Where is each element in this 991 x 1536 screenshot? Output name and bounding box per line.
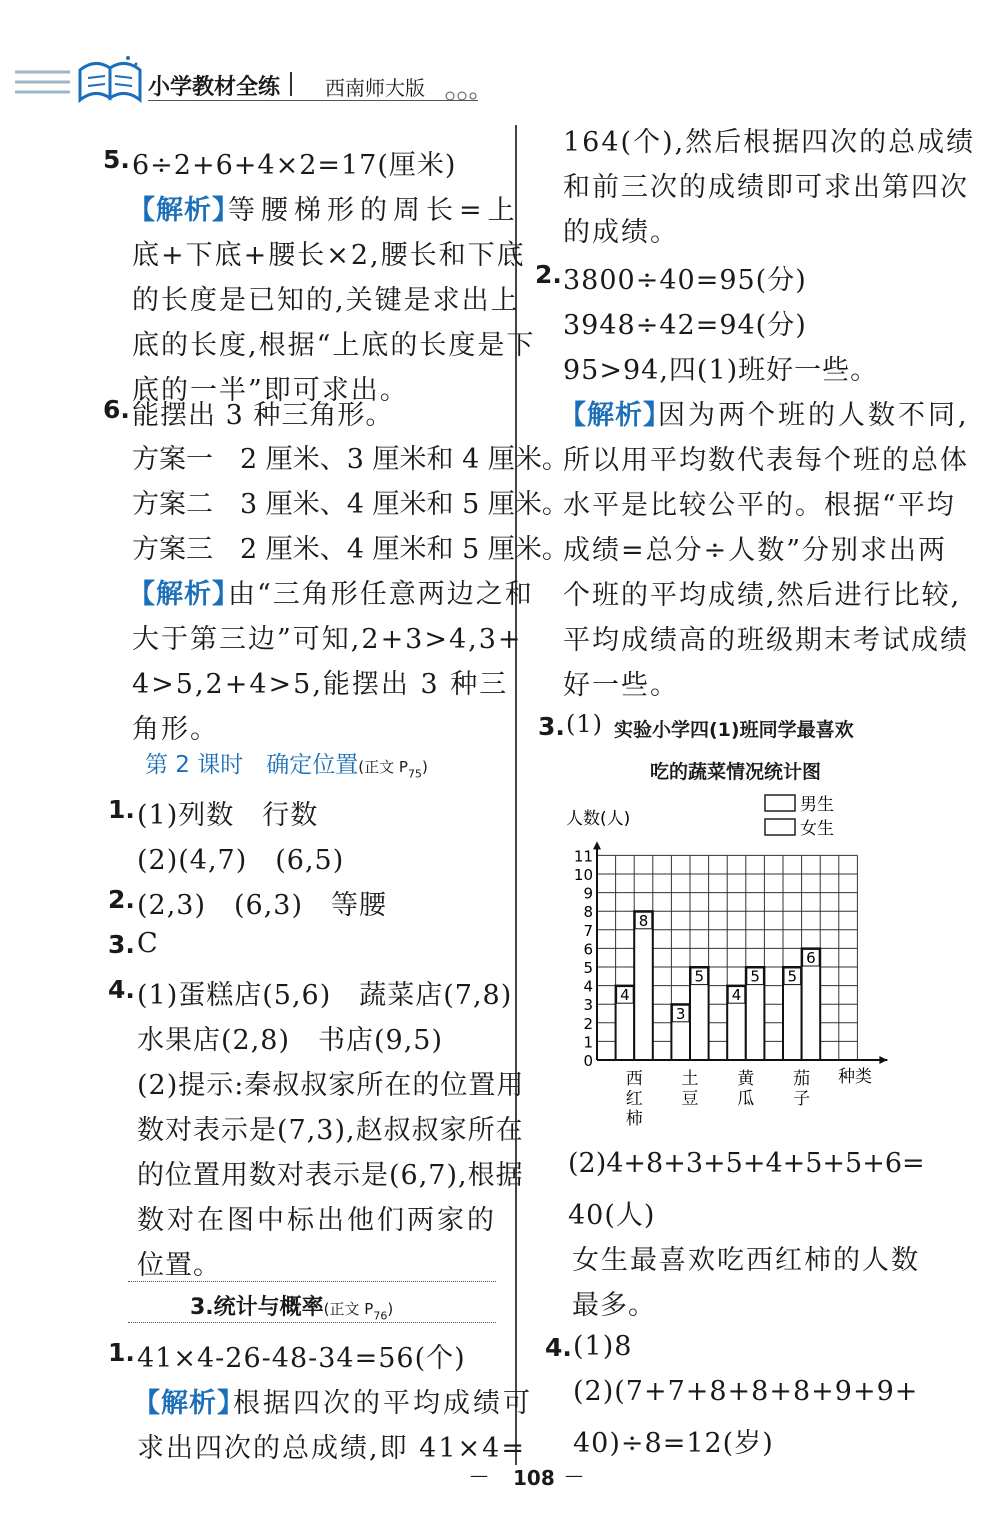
q5-analysis-tag: 【解析】 [128,195,240,226]
category-label: 土 [681,1069,699,1089]
legend-male: 男生 [800,795,834,815]
r2-expl-7: 好一些。 [563,670,679,701]
lesson-ref-page: 75 [407,767,422,781]
section-rule-bottom [128,1322,496,1323]
r2-expl-4: 成绩=总分÷人数”分别求出两 [563,535,948,566]
q6-number: 6. [103,395,130,424]
l4-line-5: 的位置用数对表示是(6,7),根据 [137,1160,524,1191]
bar-value-label: 3 [675,1004,686,1023]
bar-value-label: 4 [620,986,630,1005]
category-label: 西 [625,1069,643,1089]
bar-value-label: 8 [638,911,649,930]
r3-number: 3. [538,712,565,741]
y-tick-label: 2 [583,1014,593,1033]
page-number: 108 [513,1466,555,1490]
r4-number: 4. [545,1333,572,1362]
footer-dash-right: — [565,1465,583,1486]
r2-expl-6: 平均成绩高的班级期末考试成绩 [563,625,969,656]
l3-text: C [137,928,159,959]
bar-value-label: 5 [750,967,760,986]
bar-value-label: 5 [694,967,705,986]
q5-line-5: 底的一半”即可求出。 [132,375,409,406]
r2-expl-1: 因为两个班的人数不同, [658,400,970,431]
q6-line-1: 由“三角形任意两边之和 [228,579,534,610]
s1-line-2: 求出四次的总成绩,即 41×4= [137,1433,526,1464]
category-label: 豆 [681,1089,699,1109]
r3-part2-line-4: 最多。 [572,1290,656,1321]
dots-decoration [440,85,480,107]
l4-number: 4. [108,975,135,1004]
category-label: 黄 [737,1069,755,1089]
y-tick-label: 3 [583,996,593,1015]
r3-part2-line-2: 40(人) [568,1200,656,1231]
section-ref-end: ) [387,1300,394,1318]
lesson-ref: (正文 P [358,758,408,776]
footer-dash-left: — [470,1465,488,1486]
q5-line-3: 的长度是已知的,关键是求出上 [132,285,520,316]
y-tick-label: 5 [583,959,593,977]
category-label: 柿 [625,1109,643,1129]
r2-number: 2. [535,260,562,289]
l4-line-1: (1)蛋糕店(5,6) 蔬菜店(7,8) [137,980,513,1011]
y-axis-label: 人数(人) [566,809,631,829]
l4-line-3: (2)提示:秦叔叔家所在的位置用 [137,1070,525,1101]
r2-analysis-tag: 【解析】 [559,400,671,431]
legend-swatch-female [765,819,795,835]
bar-value-label: 6 [806,949,816,967]
y-tick-label: 8 [583,903,593,922]
q6-answer: 能摆出 3 种三角形。 [132,400,394,431]
l4-line-4: 数对表示是(7,3),赵叔叔家所在 [137,1115,524,1146]
cont-line-3: 的成绩。 [563,217,679,248]
r2-expl-5: 个班的平均成绩,然后进行比较, [563,580,962,611]
lesson-title: 第 2 课时 确定位置 [145,752,359,778]
section-rule-top [128,1281,496,1282]
l1-line-2: (2)(4,7) (6,5) [137,845,345,876]
q5-line-4: 底的长度,根据“上底的长度是下 [132,330,536,361]
s1-analysis-tag: 【解析】 [133,1388,245,1419]
section-title: 3.统计与概率 [190,1295,324,1320]
y-tick-label: 6 [583,940,593,959]
edition-label: 西南师大版 [325,76,425,100]
y-tick-label: 7 [583,921,593,940]
vegetable-bar-chart [560,788,890,1138]
q6-line-2: 大于第三边”可知,2+3>4,3+ [132,624,523,655]
legend-swatch-male [765,795,795,811]
legend-female: 女生 [800,819,834,839]
r3-part1: (1) [566,710,603,738]
r4-line-3: 40)÷8=12(岁) [573,1428,774,1459]
q6-plan-3: 方案三 2 厘米、4 厘米和 5 厘米。 [132,534,569,565]
l1-number: 1. [108,795,135,824]
bar-value-label: 4 [731,986,742,1005]
q5-answer: 6÷2+6+4×2=17(厘米) [132,150,457,181]
book-title: 小学教材全练 [148,75,281,100]
r2-expl-2: 所以用平均数代表每个班的总体 [563,445,969,476]
header-underline [148,100,478,101]
category-label: 子 [793,1089,811,1109]
r4-line-1: (1)8 [573,1331,633,1362]
y-tick-label: 1 [583,1033,593,1052]
category-label: 茄 [793,1069,811,1089]
q5-number: 5. [103,145,130,174]
s1-number: 1. [108,1338,135,1367]
category-label: 红 [625,1089,643,1109]
header-divider [290,72,292,96]
bar-value-label: 5 [787,967,798,986]
book-logo-icon [10,50,150,110]
cont-line-2: 和前三次的成绩即可求出第四次 [563,172,969,203]
section-ref-page: 76 [373,1309,388,1323]
chart-title-line-1: 实验小学四(1)班同学最喜欢 [614,719,854,741]
r3-part2-line-1: (2)4+8+3+5+4+5+5+6= [568,1148,925,1179]
l2-number: 2. [108,885,135,914]
s1-answer: 41×4-26-48-34=56(个) [137,1343,466,1374]
r2-line-3: 95>94,四(1)班好一些。 [563,355,879,386]
y-axis-arrow-icon [593,841,601,849]
y-tick-label: 9 [583,884,593,903]
lesson-ref-end: ) [421,758,428,776]
q6-line-3: 4>5,2+4>5,能摆出 3 种三 [132,669,509,700]
chart-title-line-2: 吃的蔬菜情况统计图 [650,761,822,783]
l4-line-7: 位置。 [137,1250,221,1281]
s1-line-1: 根据四次的平均成绩可 [233,1388,533,1419]
category-label: 瓜 [737,1089,755,1109]
x-axis-arrow-icon [879,1056,887,1064]
y-tick-label: 10 [573,866,593,884]
r2-line-1: 3800÷40=95(分) [563,265,807,296]
section-heading [190,1290,393,1322]
l4-line-2: 水果店(2,8) 书店(9,5) [137,1025,444,1056]
q5-line-1: 等腰梯形的周长=上 [228,195,521,226]
x-axis-label: 种类 [838,1067,872,1087]
cont-line-1: 164(个),然后根据四次的总成绩 [563,127,976,158]
q6-line-4: 角形。 [132,714,219,745]
y-tick-label: 0 [583,1052,593,1070]
bar-female [634,911,653,1060]
l1-line-1: (1)列数 行数 [137,800,319,831]
l4-line-6: 数对在图中标出他们两家的 [137,1205,497,1236]
r2-expl-3: 水平是比较公平的。根据“平均 [563,490,956,521]
l2-text: (2,3) (6,3) 等腰 [137,890,388,921]
lesson-heading [145,746,428,781]
r2-line-2: 3948÷42=94(分) [563,310,807,341]
section-ref: (正文 P [323,1300,374,1318]
y-tick-label: 4 [583,977,593,996]
r3-part2-line-3: 女生最喜欢吃西红柿的人数 [572,1245,920,1276]
q5-line-2: 底+下底+腰长×2,腰长和下底 [132,240,526,271]
q6-analysis-tag: 【解析】 [128,579,240,610]
q6-plan-1: 方案一 2 厘米、3 厘米和 4 厘米。 [132,444,569,475]
q6-plan-2: 方案二 3 厘米、4 厘米和 5 厘米。 [132,489,569,520]
y-tick-label: 11 [573,847,593,866]
l3-number: 3. [108,930,135,959]
r4-line-2: (2)(7+7+8+8+8+9+9+ [573,1376,919,1407]
